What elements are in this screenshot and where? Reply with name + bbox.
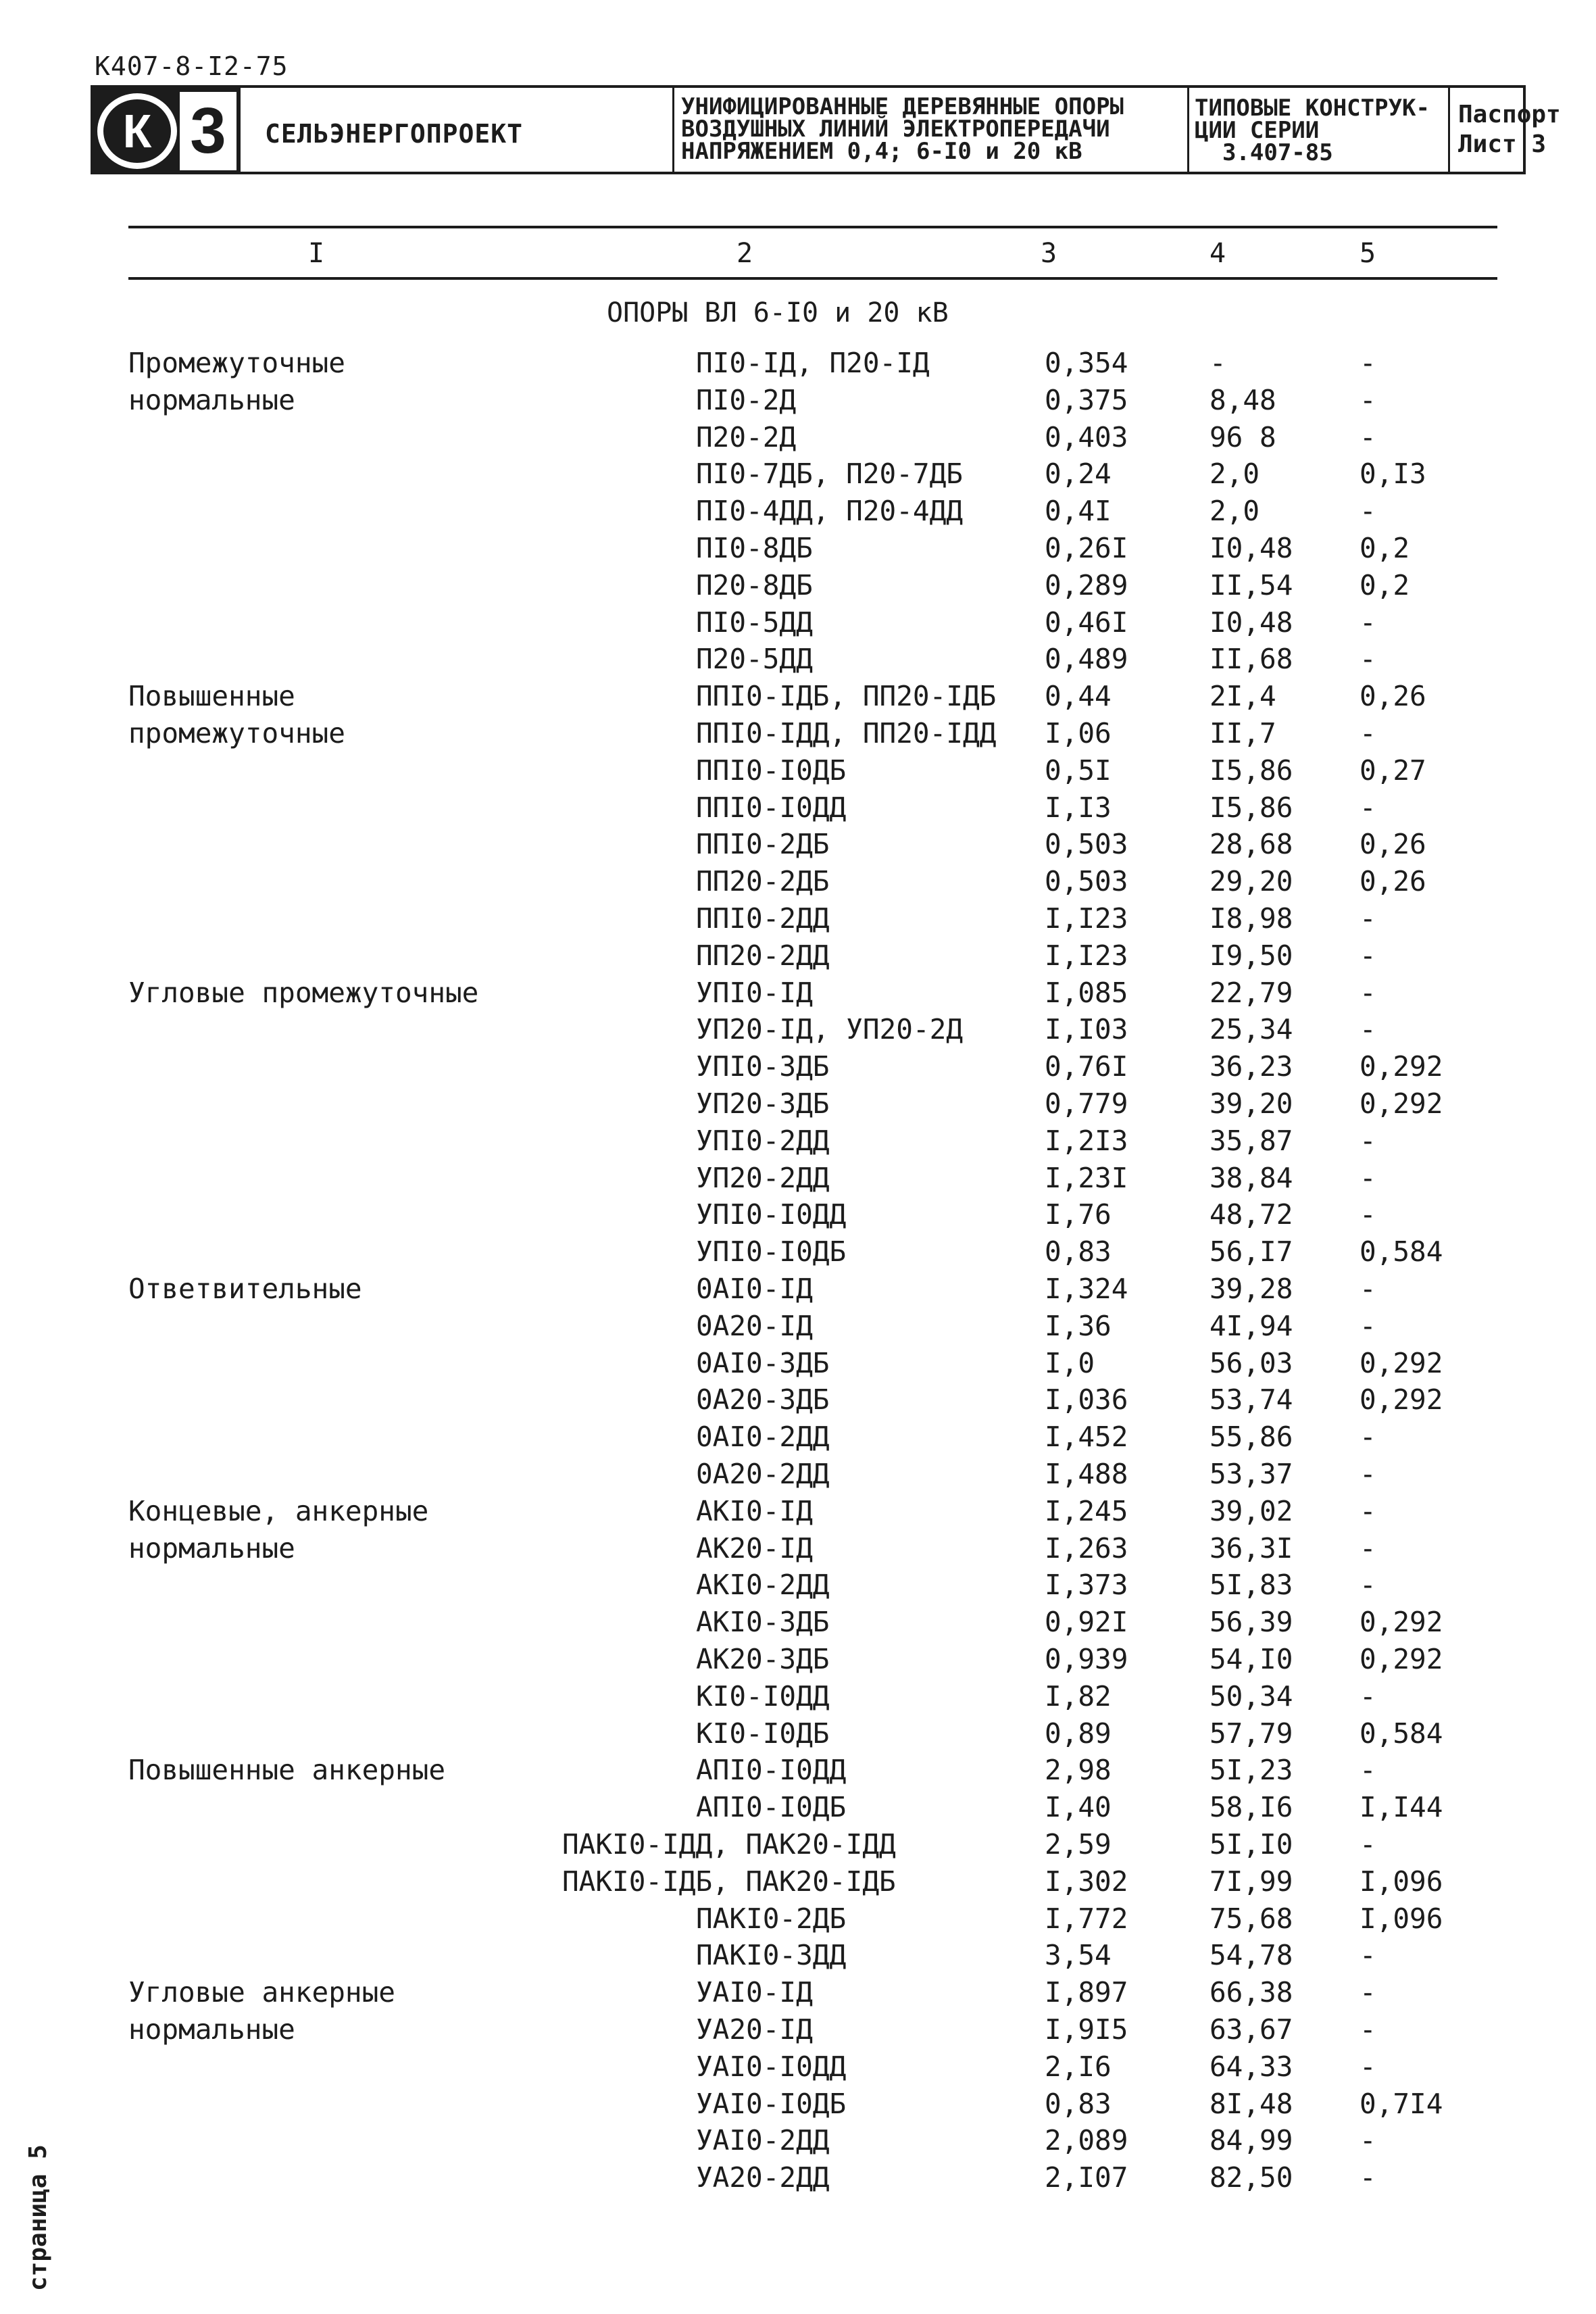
support-type: ППI0-2ДБ [696, 828, 830, 861]
value-col3: 0,5I [1045, 754, 1112, 787]
support-type: АК20-IД [696, 1531, 813, 1565]
table-row [0, 1123, 1596, 1159]
support-type: 0А20-2ДД [696, 1458, 830, 1490]
value-col4: 53,37 [1210, 1458, 1293, 1490]
support-type: УАI0-2ДД [696, 2124, 830, 2157]
table-row [0, 1826, 1596, 1863]
group-label: Повышенные анкерные [128, 1754, 445, 1787]
value-col5: - [1360, 383, 1376, 416]
table-row [0, 419, 1596, 456]
section-title: ОПОРЫ ВЛ 6-I0 и 20 кВ [607, 297, 949, 328]
support-type: ППI0-I0ДД [696, 791, 847, 824]
value-col5: 0,292 [1360, 1087, 1443, 1120]
column-number: 5 [1360, 238, 1376, 269]
support-type: ПАКI0-3ДД [696, 1939, 847, 1972]
table-row [0, 863, 1596, 900]
support-type: 0А20-3ДБ [696, 1383, 830, 1417]
support-type: УПI0-IД [696, 976, 813, 1009]
value-col4: 53,74 [1210, 1383, 1293, 1417]
support-type: ПАКI0-IДБ, ПАК20-IДБ [562, 1865, 896, 1898]
value-col4: 5I,23 [1210, 1754, 1293, 1787]
value-col3: 2,I07 [1045, 2161, 1128, 2194]
value-col5: 0,292 [1360, 1383, 1443, 1417]
support-type: ПI0-7ДБ, П20-7ДБ [696, 458, 963, 491]
value-col5: - [1360, 2050, 1376, 2083]
value-col4: 35,87 [1210, 1124, 1293, 1157]
value-col5: 0,7I4 [1360, 2087, 1443, 2120]
value-col5: - [1360, 1198, 1376, 1231]
table-row [0, 1604, 1596, 1640]
value-col3: I,897 [1045, 1976, 1128, 2009]
support-type: 0АI0-2ДД [696, 1421, 830, 1454]
table-row [0, 1937, 1596, 1973]
value-col3: I,302 [1045, 1865, 1128, 1898]
series-line: ЦИИ СЕРИИ [1195, 117, 1320, 144]
value-col3: I,085 [1045, 976, 1128, 1009]
table-row [0, 2011, 1596, 2048]
value-col4: 2,0 [1210, 458, 1260, 491]
value-col4: I5,86 [1210, 791, 1293, 824]
value-col3: I,9I5 [1045, 2013, 1128, 2046]
value-col5: 0,584 [1360, 1235, 1443, 1269]
table-row [0, 1752, 1596, 1788]
document-code: К407-8-I2-75 [95, 51, 289, 81]
value-col3: 0,939 [1045, 1643, 1128, 1675]
value-col5: - [1360, 1494, 1376, 1527]
support-type: ПП20-2ДБ [696, 865, 830, 898]
table-row [0, 2159, 1596, 2196]
title-cell [674, 88, 1189, 172]
value-col4: 48,72 [1210, 1198, 1293, 1231]
group-label: нормальные [128, 1531, 295, 1565]
value-col4: 7I,99 [1210, 1865, 1293, 1898]
organization-cell [241, 88, 674, 172]
value-col5: - [1360, 1569, 1376, 1602]
value-col5: - [1360, 902, 1376, 935]
value-col3: I,036 [1045, 1383, 1128, 1417]
value-col4: 96 8 [1210, 420, 1276, 453]
support-type: АКI0-2ДД [696, 1569, 830, 1602]
value-col4: 38,84 [1210, 1161, 1293, 1194]
table-row [0, 1863, 1596, 1900]
table-row [0, 345, 1596, 381]
table-row [0, 641, 1596, 677]
value-col5: I,096 [1360, 1865, 1443, 1898]
value-col3: 0,489 [1045, 643, 1128, 676]
value-col4: 64,33 [1210, 2050, 1293, 2083]
table-row [0, 715, 1596, 752]
table-row [0, 1308, 1596, 1344]
value-col3: I,452 [1045, 1421, 1128, 1454]
table-row [0, 1345, 1596, 1381]
value-col3: I,I23 [1045, 939, 1128, 972]
table-row [0, 1048, 1596, 1085]
table-row [0, 789, 1596, 826]
value-col5: - [1360, 2013, 1376, 2046]
table-row [0, 1567, 1596, 1603]
series-cell [1189, 88, 1450, 172]
value-col5: - [1360, 939, 1376, 972]
value-col5: - [1360, 976, 1376, 1009]
support-type: УП20-3ДБ [696, 1087, 830, 1120]
table-row [0, 900, 1596, 937]
value-col5: 0,584 [1360, 1717, 1443, 1750]
table-row [0, 530, 1596, 566]
sheet-cell [1450, 88, 1561, 172]
table-row [0, 826, 1596, 862]
support-type: УА20-2ДД [696, 2161, 830, 2194]
value-col5: 0,26 [1360, 680, 1426, 713]
support-type: ПI0-8ДБ [696, 532, 813, 564]
value-col3: 2,I6 [1045, 2050, 1112, 2083]
value-col3: 2,98 [1045, 1754, 1112, 1787]
support-type: ПП20-2ДД [696, 939, 830, 972]
value-col3: 0,83 [1045, 1235, 1112, 1269]
value-col3: 0,375 [1045, 383, 1128, 416]
support-type: АКI0-IД [696, 1494, 813, 1527]
logo [93, 88, 241, 172]
value-col3: I,I23 [1045, 902, 1128, 935]
group-label: Ответвительные [128, 1273, 362, 1305]
value-col4: 56,03 [1210, 1346, 1293, 1379]
value-col5: 0,292 [1360, 1643, 1443, 1675]
value-col5: - [1360, 1976, 1376, 2009]
table-row [0, 2086, 1596, 2122]
support-type: АКI0-3ДБ [696, 1606, 830, 1639]
support-type: ПАКI0-2ДБ [696, 1902, 847, 1935]
value-col3: I,I3 [1045, 791, 1112, 824]
value-col3: I,76 [1045, 1198, 1112, 1231]
value-col4: 2I,4 [1210, 680, 1276, 713]
value-col3: I,324 [1045, 1273, 1128, 1305]
value-col5: - [1360, 1754, 1376, 1787]
value-col5: - [1360, 717, 1376, 749]
value-col3: 0,503 [1045, 865, 1128, 898]
group-label: нормальные [128, 2013, 295, 2046]
support-type: ППI0-IДД, ПП20-IДД [696, 717, 997, 749]
table-row [0, 456, 1596, 492]
value-col5: - [1360, 1679, 1376, 1713]
support-type: 0АI0-IД [696, 1273, 813, 1305]
value-col4: I0,48 [1210, 532, 1293, 564]
value-col3: 0,503 [1045, 828, 1128, 861]
group-label: Концевые, анкерные [128, 1494, 429, 1527]
value-col3: 0,44 [1045, 680, 1112, 713]
value-col3: 0,26I [1045, 532, 1128, 564]
value-col3: 3,54 [1045, 1939, 1112, 1972]
value-col3: I,245 [1045, 1494, 1128, 1527]
table-row [0, 1456, 1596, 1492]
value-col5: - [1360, 1939, 1376, 1972]
support-type: ППI0-IДБ, ПП20-IДБ [696, 680, 997, 713]
value-col3: 0,354 [1045, 347, 1128, 379]
value-col4: 82,50 [1210, 2161, 1293, 2194]
value-col5: - [1360, 1421, 1376, 1454]
value-col5: - [1360, 1828, 1376, 1861]
value-col4: I5,86 [1210, 754, 1293, 787]
value-col5: - [1360, 495, 1376, 528]
value-col5: 0,292 [1360, 1346, 1443, 1379]
value-col3: I,06 [1045, 717, 1112, 749]
table-row [0, 1271, 1596, 1307]
value-col4: 58,I6 [1210, 1791, 1293, 1824]
column-number: 3 [1041, 238, 1057, 269]
value-col3: 0,76I [1045, 1050, 1128, 1083]
table-row [0, 1196, 1596, 1233]
table-row [0, 1715, 1596, 1752]
table-row [0, 604, 1596, 641]
value-col5: 0,I3 [1360, 458, 1426, 491]
table-row [0, 752, 1596, 789]
value-col5: - [1360, 1531, 1376, 1565]
support-type: П20-5ДД [696, 643, 813, 676]
support-type: ППI0-I0ДБ [696, 754, 847, 787]
support-type: УАI0-IД [696, 1976, 813, 2009]
value-col3: 0,89 [1045, 1717, 1112, 1750]
value-col4: II,54 [1210, 568, 1293, 601]
support-type: УПI0-3ДБ [696, 1050, 830, 1083]
support-type: ПАКI0-IДД, ПАК20-IДД [562, 1828, 896, 1861]
group-label: промежуточные [128, 717, 345, 749]
value-col5: - [1360, 791, 1376, 824]
value-col5: I,I44 [1360, 1791, 1443, 1824]
table-row [0, 678, 1596, 714]
value-col5: 0,27 [1360, 754, 1426, 787]
value-col5: 0,2 [1360, 568, 1410, 601]
value-col5: - [1360, 2124, 1376, 2157]
table-row [0, 493, 1596, 529]
value-col4: 63,67 [1210, 2013, 1293, 2046]
support-type: АК20-3ДБ [696, 1643, 830, 1675]
table-row [0, 1233, 1596, 1270]
value-col4: I9,50 [1210, 939, 1293, 972]
table-top-rule [128, 226, 1497, 228]
group-label: Повышенные [128, 680, 295, 713]
value-col4: II,7 [1210, 717, 1276, 749]
title-block [91, 85, 1561, 174]
value-col3: 0,289 [1045, 568, 1128, 601]
support-type: П20-8ДБ [696, 568, 813, 601]
value-col4: 36,23 [1210, 1050, 1293, 1083]
value-col3: 0,46I [1045, 606, 1128, 639]
table-row [0, 2048, 1596, 2085]
value-col5: I,096 [1360, 1902, 1443, 1935]
value-col5: - [1360, 643, 1376, 676]
support-type: ППI0-2ДД [696, 902, 830, 935]
title-line: УНИФИЦИРОВАННЫЕ ДЕРЕВЯННЫЕ ОПОРЫ [681, 93, 1124, 120]
support-type: УАI0-I0ДД [696, 2050, 847, 2083]
value-col5: - [1360, 420, 1376, 453]
table-row [0, 1530, 1596, 1567]
value-col4: 56,I7 [1210, 1235, 1293, 1269]
value-col3: 0,403 [1045, 420, 1128, 453]
value-col3: I,40 [1045, 1791, 1112, 1824]
value-col4: 29,20 [1210, 865, 1293, 898]
value-col4: 5I,I0 [1210, 1828, 1293, 1861]
value-col4: 84,99 [1210, 2124, 1293, 2157]
support-type: ПI0-IД, П20-IД [696, 347, 930, 379]
value-col3: 2,089 [1045, 2124, 1128, 2157]
support-type: КI0-I0ДД [696, 1679, 830, 1713]
value-col5: 0,2 [1360, 532, 1410, 564]
value-col5: - [1360, 1458, 1376, 1490]
support-type: УА20-IД [696, 2013, 813, 2046]
table-row [0, 1678, 1596, 1715]
value-col5: 0,292 [1360, 1606, 1443, 1639]
support-type: УП20-2ДД [696, 1161, 830, 1194]
value-col4: II,68 [1210, 643, 1293, 676]
logo-ring-icon [97, 93, 177, 169]
value-col4: 22,79 [1210, 976, 1293, 1009]
value-col4: 57,79 [1210, 1717, 1293, 1750]
table-row [0, 1900, 1596, 1937]
value-col3: I,263 [1045, 1531, 1128, 1565]
value-col4: 5I,83 [1210, 1569, 1293, 1602]
table-row [0, 1974, 1596, 2011]
organization-name: СЕЛЬЭНЕРГОПРОЕКТ [265, 119, 524, 149]
value-col5: - [1360, 1161, 1376, 1194]
table-row [0, 975, 1596, 1011]
value-col4: 39,20 [1210, 1087, 1293, 1120]
value-col5: 0,292 [1360, 1050, 1443, 1083]
support-type: П20-2Д [696, 420, 797, 453]
value-col5: - [1360, 1124, 1376, 1157]
column-number: 2 [737, 238, 753, 269]
value-col5: - [1360, 347, 1376, 379]
value-col4: 54,78 [1210, 1939, 1293, 1972]
value-col4: 36,3I [1210, 1531, 1293, 1565]
value-col4: 54,I0 [1210, 1643, 1293, 1675]
value-col3: 0,24 [1045, 458, 1112, 491]
value-col4: 50,34 [1210, 1679, 1293, 1713]
column-number: 4 [1210, 238, 1226, 269]
value-col4: 39,28 [1210, 1273, 1293, 1305]
value-col3: 2,59 [1045, 1828, 1112, 1861]
table-row [0, 1641, 1596, 1677]
value-col3: I,23I [1045, 1161, 1128, 1194]
value-col3: I,488 [1045, 1458, 1128, 1490]
group-label: нормальные [128, 383, 295, 416]
value-col3: I,2I3 [1045, 1124, 1128, 1157]
value-col5: - [1360, 2161, 1376, 2194]
value-col4: 75,68 [1210, 1902, 1293, 1935]
column-number: I [308, 238, 325, 269]
support-type: УП20-IД, УП20-2Д [696, 1013, 963, 1046]
support-type: АПI0-I0ДБ [696, 1791, 847, 1824]
table-row [0, 1160, 1596, 1196]
value-col4: I0,48 [1210, 606, 1293, 639]
value-col3: I,0 [1045, 1346, 1095, 1379]
support-type: 0А20-IД [696, 1309, 813, 1342]
value-col4: 56,39 [1210, 1606, 1293, 1639]
table-row [0, 1381, 1596, 1418]
value-col4: 2,0 [1210, 495, 1260, 528]
value-col3: 0,92I [1045, 1606, 1128, 1639]
value-col5: - [1360, 1273, 1376, 1305]
support-type: УПI0-I0ДБ [696, 1235, 847, 1269]
logo-letter: К [122, 105, 152, 157]
value-col4: 55,86 [1210, 1421, 1293, 1454]
sheet-number: Лист 3 [1458, 130, 1547, 158]
value-col4: 4I,94 [1210, 1309, 1293, 1342]
table-row [0, 567, 1596, 604]
value-col3: I,82 [1045, 1679, 1112, 1713]
table-row [0, 1493, 1596, 1529]
table-row [0, 382, 1596, 418]
value-col4: 66,38 [1210, 1976, 1293, 2009]
support-type: 0АI0-3ДБ [696, 1346, 830, 1379]
table-row [0, 1789, 1596, 1825]
value-col4: 8,48 [1210, 383, 1276, 416]
value-col4: 39,02 [1210, 1494, 1293, 1527]
series-line: ТИПОВЫЕ КОНСТРУК- [1195, 95, 1430, 122]
value-col3: 0,779 [1045, 1087, 1128, 1120]
support-type: УПI0-I0ДД [696, 1198, 847, 1231]
table-row [0, 1419, 1596, 1455]
value-col4: 28,68 [1210, 828, 1293, 861]
support-type: ПI0-2Д [696, 383, 797, 416]
value-col5: - [1360, 1013, 1376, 1046]
value-col3: I,373 [1045, 1569, 1128, 1602]
value-col3: I,I03 [1045, 1013, 1128, 1046]
table-row [0, 1085, 1596, 1122]
support-type: ПI0-5ДД [696, 606, 813, 639]
logo-number-box [180, 92, 236, 170]
value-col5: - [1360, 606, 1376, 639]
value-col3: I,772 [1045, 1902, 1128, 1935]
support-type: АПI0-I0ДД [696, 1754, 847, 1787]
page-number: страница 5 [24, 2144, 52, 2291]
support-type: УПI0-2ДД [696, 1124, 830, 1157]
support-type: КI0-I0ДБ [696, 1717, 830, 1750]
value-col4: 25,34 [1210, 1013, 1293, 1046]
support-type: ПI0-4ДД, П20-4ДД [696, 495, 963, 528]
value-col5: 0,26 [1360, 865, 1426, 898]
group-label: Угловые анкерные [128, 1976, 395, 2009]
table-row [0, 1011, 1596, 1048]
table-row [0, 2122, 1596, 2159]
title-line: ВОЗДУШНЫХ ЛИНИЙ ЭЛЕКТРОПЕРЕДАЧИ [681, 116, 1110, 143]
value-col3: 0,83 [1045, 2087, 1112, 2120]
table-row [0, 937, 1596, 974]
value-col3: I,36 [1045, 1309, 1112, 1342]
value-col3: 0,4I [1045, 495, 1112, 528]
value-col5: - [1360, 1309, 1376, 1342]
value-col4: - [1210, 347, 1226, 379]
logo-number: 3 [190, 95, 226, 167]
group-label: Промежуточные [128, 347, 345, 379]
value-col4: I8,98 [1210, 902, 1293, 935]
sheet-type: Паспорт [1458, 101, 1561, 128]
value-col4: 8I,48 [1210, 2087, 1293, 2120]
value-col5: 0,26 [1360, 828, 1426, 861]
series-line: 3.407-85 [1195, 139, 1333, 166]
support-type: УАI0-I0ДБ [696, 2087, 847, 2120]
title-line: НАПРЯЖЕНИЕМ 0,4; 6-I0 и 20 кВ [681, 138, 1082, 165]
group-label: Угловые промежуточные [128, 976, 479, 1009]
header-bottom-rule [128, 277, 1497, 280]
